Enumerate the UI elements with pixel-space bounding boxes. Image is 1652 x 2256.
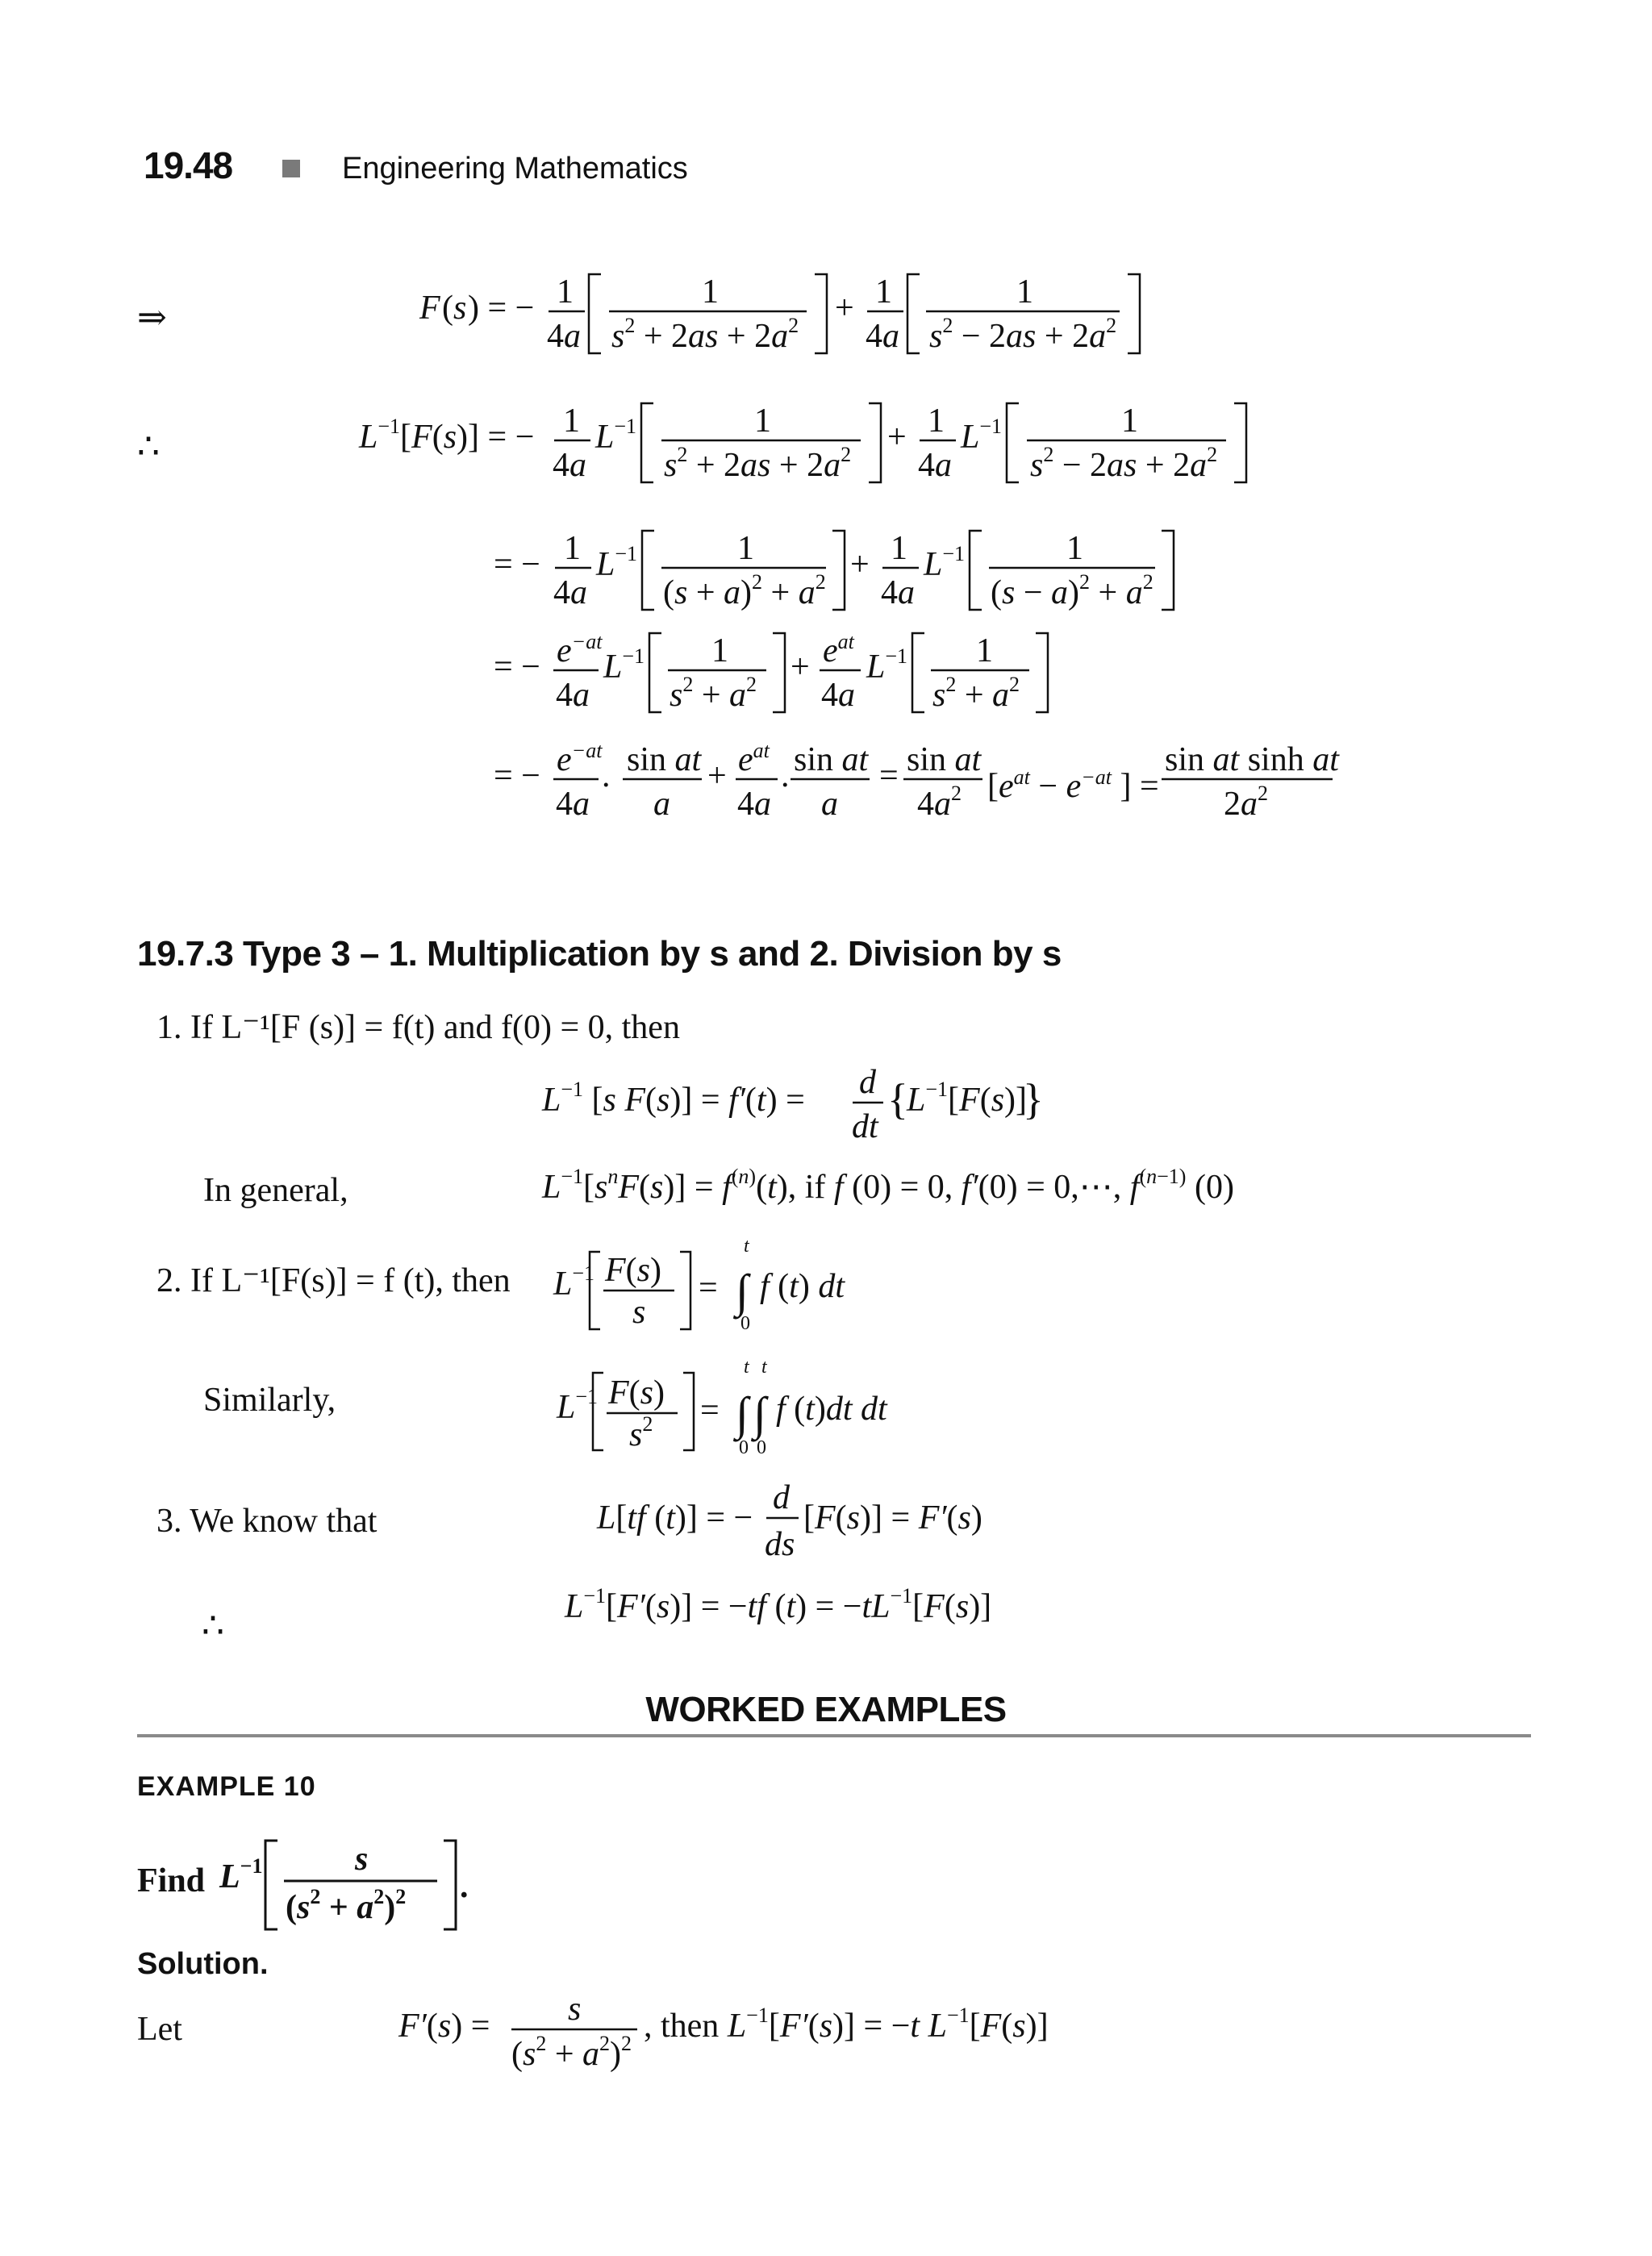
svg-text:∫: ∫ — [736, 1387, 749, 1440]
svg-text:1: 1 — [1016, 273, 1033, 311]
svg-text:L−1: $L^{-1}$ — [219, 1854, 263, 1895]
svg-text:=: = — [699, 1270, 718, 1307]
equation-example-problem — [219, 1831, 486, 1936]
svg-text:1: 1 — [891, 530, 907, 567]
svg-text:4a2: $4a^2$ — [917, 782, 962, 823]
solution-label: Solution. — [137, 1947, 269, 1981]
svg-text:2a2: $2a^2$ — [1224, 782, 1268, 823]
equation-division-by-s — [553, 1234, 892, 1339]
svg-text:L−1[snF(s)] = f(n)(t), if f: $L^{-1}[s^nF(s)] = f^{(n)}(t)$, if f (0) = 0, f′(0) = 0,⋯, $f^{(n-1)}$ (0) — [542, 1165, 1234, 1206]
svg-text:0: 0 — [757, 1437, 766, 1458]
svg-text:F: F — [419, 290, 440, 327]
svg-text:4a: 4a — [918, 447, 952, 484]
svg-text:f (t) dt: f (t) dt — [760, 1268, 845, 1305]
svg-text:1: 1 — [754, 402, 771, 440]
svg-text:}: } — [1023, 1075, 1044, 1124]
svg-text:1: 1 — [737, 530, 754, 567]
svg-text:L−1: $L^{-1}$ — [596, 542, 638, 583]
svg-text:a: a — [653, 786, 670, 823]
svg-text:dt: dt — [852, 1108, 878, 1145]
section-heading: 19.7.3 Type 3 – 1. Multiplication by s and 2. Division by s — [137, 934, 1062, 974]
svg-text:4a: 4a — [881, 574, 915, 611]
svg-text:{: { — [887, 1075, 908, 1124]
svg-text:+: + — [707, 757, 727, 794]
svg-text:eat: $e^{at}$ — [738, 739, 770, 778]
svg-text:(s + a)2 + a2: $(s + a)^2 + a^2$ — [663, 570, 826, 611]
svg-text:L[tf (t)] = −: L[tf (t)] = − — [597, 1499, 753, 1537]
svg-text:, then L−1[F′(s)] = −t L−1[: , then $L^{-1}[F'(s)] = -t$ $L^{-1}[F(s)]$ — [644, 2004, 1049, 2045]
svg-text:4a: 4a — [866, 318, 899, 355]
svg-text:f (t)dt dt: f (t)dt dt — [776, 1391, 887, 1428]
svg-text:t: t — [744, 1357, 749, 1378]
svg-text:s: s — [453, 290, 467, 327]
svg-text:1: 1 — [564, 530, 581, 567]
equation-laplace-tf — [597, 1476, 1016, 1573]
svg-text:s: s — [568, 1991, 582, 2028]
svg-text:+: + — [835, 290, 854, 327]
svg-text:s2 + 2as + 2a2: $s^2 + 2as + 2a^2$ — [664, 443, 852, 484]
svg-text:4a: 4a — [553, 447, 586, 484]
svg-text:1: 1 — [557, 273, 574, 311]
equation-inverse-f-prime — [565, 1573, 1049, 1637]
svg-text:+: + — [850, 546, 870, 583]
svg-text:1: 1 — [711, 632, 728, 669]
svg-text:ds: ds — [765, 1526, 795, 1563]
svg-text:s2 + a2: $s^2 + a^2$ — [932, 673, 1020, 714]
svg-text:∫: ∫ — [753, 1387, 766, 1440]
svg-text:1: 1 — [928, 402, 945, 440]
find-label: Find — [137, 1862, 206, 1899]
svg-text:[F(s)] = F′(s): [F(s)] = F′(s) — [803, 1499, 982, 1537]
let-label: Let — [137, 2011, 182, 2048]
svg-text:d: d — [773, 1479, 790, 1516]
svg-text:eat: $e^{at}$ — [823, 630, 854, 669]
svg-text:0: 0 — [740, 1313, 750, 1334]
svg-text:F(s): F(s) — [605, 1252, 662, 1289]
svg-text:L−1: $L^{-1}$ — [557, 1385, 599, 1426]
svg-text:= −: = − — [494, 648, 540, 686]
worked-examples-title: WORKED EXAMPLES — [645, 1690, 1007, 1729]
svg-text:F(s): F(s) — [608, 1374, 665, 1412]
svg-text:s: s — [355, 1841, 369, 1878]
equation-inverse-f-of-s — [359, 395, 1262, 508]
therefore-symbol-2: ∴ — [202, 1606, 224, 1645]
square-bullet-icon — [282, 160, 300, 177]
svg-text:t: t — [744, 1236, 749, 1257]
svg-text:e−at: $e^{-at}$ — [557, 739, 603, 778]
svg-text:(: ( — [442, 290, 453, 327]
equation-example-let — [398, 1984, 1124, 2081]
svg-text:L−1: $L^{-1}$ — [961, 415, 1003, 456]
svg-text:L−1: $L^{-1}$ — [603, 644, 645, 686]
svg-text:e−at: $e^{-at}$ — [557, 630, 603, 669]
svg-text:L−1: $L^{-1}$ — [553, 1261, 595, 1303]
svg-text:= −: = − — [494, 757, 540, 794]
svg-text:1: 1 — [702, 273, 719, 311]
equation-multiplication-by-s — [542, 1061, 1042, 1153]
equation-completed-square — [494, 523, 1187, 636]
svg-text:s2 + 2as + 2a2: $s^2 + 2as + 2a^2$ — [611, 314, 799, 355]
svg-text:=: = — [700, 1392, 720, 1429]
svg-text:4a: 4a — [737, 786, 771, 823]
page-number: 19.48 — [144, 144, 233, 186]
svg-text:1: 1 — [976, 632, 993, 669]
svg-text:.: . — [602, 757, 611, 794]
svg-text:4a: 4a — [556, 677, 590, 714]
example-label: EXAMPLE 10 — [137, 1771, 316, 1802]
svg-text:s2 − 2as + 2a2: $s^2 - 2as + 2a^2$ — [1030, 443, 1218, 484]
svg-text:L−1[F(s)] = −: $L^{-1}[F(s)]$ = − — [359, 415, 535, 456]
svg-text:L−1[F(s)]: $L^{-1}[F(s)]$ — [907, 1078, 1028, 1119]
svg-text:4a: 4a — [556, 786, 590, 823]
item-1-text: 1. If L⁻¹[F (s)] = f(t) and f(0) = 0, then — [156, 1009, 680, 1046]
svg-text:sin at: sin at — [794, 741, 869, 778]
svg-text:s: s — [632, 1294, 646, 1331]
therefore-symbol-1: ∴ — [137, 427, 160, 466]
svg-text:4a: 4a — [553, 574, 587, 611]
svg-text:+: + — [887, 419, 907, 456]
svg-text:t: t — [761, 1357, 767, 1378]
svg-text:= −: = − — [494, 546, 540, 583]
equation-f-of-s — [419, 266, 1145, 379]
svg-text:sin at sinh at: sin at sinh at — [1165, 741, 1339, 778]
svg-text:.: . — [460, 1868, 469, 1905]
svg-text:F′(s) =: F′(s) = — [398, 2008, 490, 2045]
svg-text:1: 1 — [563, 402, 580, 440]
svg-text:s2 − 2as + 2a2: $s^2 - 2as + 2a^2$ — [929, 314, 1117, 355]
svg-text:4a: 4a — [821, 677, 855, 714]
svg-text:(s2 + a2)2: $(s^2 + a^2)^2$ — [511, 2032, 632, 2073]
implies-symbol: ⇒ — [137, 298, 167, 337]
svg-text:s2: $s^2$ — [629, 1412, 653, 1453]
svg-text:1: 1 — [1121, 402, 1138, 440]
svg-text:1: 1 — [875, 273, 892, 311]
svg-text:L−1: $L^{-1}$ — [924, 542, 966, 583]
svg-text:=: = — [879, 757, 899, 794]
item-2-text: 2. If L⁻¹[F(s)] = f (t), then — [156, 1262, 511, 1299]
svg-text:0: 0 — [739, 1437, 749, 1458]
svg-text:sin at: sin at — [907, 741, 982, 778]
svg-text:d: d — [859, 1064, 876, 1101]
svg-text:.: . — [781, 757, 790, 794]
svg-text:+: + — [791, 648, 810, 686]
horizontal-rule — [137, 1734, 1531, 1737]
similarly-label: Similarly, — [203, 1382, 336, 1419]
in-general-label: In general, — [203, 1172, 348, 1209]
svg-text:) = −: ) = − — [468, 290, 535, 327]
svg-text:(s − a)2 + a2: $(s - a)^2 + a^2$ — [991, 570, 1153, 611]
svg-text:4a: 4a — [547, 318, 581, 355]
svg-text:∫: ∫ — [736, 1265, 749, 1317]
svg-text:L−1[F′(s)] = −tf (t) = −tL−1[F: $L^{-1}[F'(s)] = -tf$ $(t) = -tL^{-1}[F(s)]$ — [565, 1584, 992, 1625]
equation-division-by-s-squared — [557, 1355, 928, 1464]
svg-text:a: a — [821, 786, 838, 823]
svg-text:(s2 + a2)2: $(s^2 + a^2)^2$ — [286, 1885, 407, 1926]
equation-final-result — [494, 734, 1349, 843]
svg-text:L−1: $L^{-1}$ — [866, 644, 908, 686]
svg-text:sin at: sin at — [627, 741, 702, 778]
svg-text:[eat − e−at ] =: [$e^{at} - e^{-at}$ ] = — [987, 765, 1159, 805]
svg-text:L−1: $L^{-1}$ — [595, 415, 637, 456]
book-title: Engineering Mathematics — [342, 152, 688, 186]
svg-text:s2 + a2: $s^2 + a^2$ — [670, 673, 757, 714]
svg-text:1: 1 — [1066, 530, 1083, 567]
item-3-text: 3. We know that — [156, 1503, 378, 1540]
svg-text:L−1 [s F(s)] = f′(t) =: $L^{-1}$ [s F(s)] = f′(t) = — [542, 1078, 805, 1119]
equation-nth-derivative — [542, 1153, 1333, 1218]
equation-shifting — [494, 625, 1074, 734]
